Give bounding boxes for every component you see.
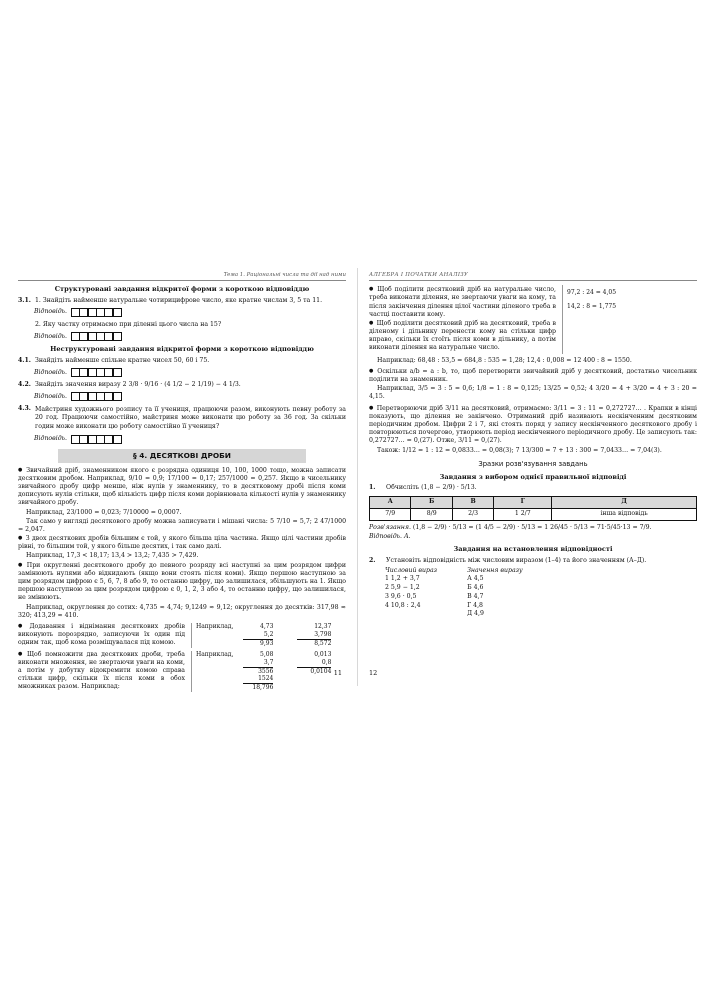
solution: [369, 524, 697, 532]
theory-example: Наприклад, 3/5 = 3 : 5 = 0,6; 1/8 = 1 : 8 = 0,125; 13/25 = 0,52; 4 3/20 = 4 + 3/20 = 4 + 3 : 20 = 4,15.: [369, 385, 697, 401]
choice-header: А: [370, 496, 411, 508]
heading-match: Завдання на встановлення відповідності: [453, 544, 613, 553]
right-running-head: АЛГЕБРА І ПОЧАТКИ АНАЛІЗУ: [369, 272, 697, 281]
operand: 3,798: [297, 631, 331, 640]
task-3-1-part2: [18, 321, 346, 329]
answer-label: Відповідь.: [34, 332, 67, 340]
task-text: 2. Яку частку отримаємо при діленні цього числа на 15?: [35, 321, 222, 329]
answer-row: [34, 332, 346, 341]
theory-paragraph: ● Перетворюючи дріб 3/11 на десятковий, отримаємо: 3/11 = 3 : 11 = 0,272727… . Крапки в кінці показують, що ділення не закінчено. Отриманий дріб називають нескінченним десятковим періодичним дробом. Цифри 2 і 7, які стоять поряд у запису нескінченного десяткового дробу і повторюються почергово, утворюють період нескінченного періодичного дробу. Це записують так: 0,272727… = 0,(27). Отже, 3/11 = 0,(27).: [369, 405, 697, 446]
division-examples: [562, 285, 697, 354]
solution-text: (1,8 − 2/9) · 5/13 = (1 4/5 − 2/9) · 5/13 = 1 26/45 · 5/13 = 71·5/45·13 = 7/9.: [412, 523, 652, 531]
heading-unstructured: Неструктуровані завдання відкритої форми з короткою відповіддю: [50, 345, 314, 354]
theory-example: Наприклад, округлення до сотих: 4,735 ≈ 4,74; 9,1249 ≈ 9,12; округлення до десятків: 317,98 ≈ 320; 413,29 ≈ 410.: [18, 603, 346, 619]
left-page: [18, 272, 346, 692]
column-title: Значення виразу: [467, 566, 523, 574]
value-item[interactable]: А 4,5: [467, 575, 484, 583]
answer-boxes[interactable]: [71, 392, 121, 401]
result: 18,796: [252, 684, 274, 692]
division-example: 14,2 : 8 = 1,775: [567, 303, 617, 311]
task-text: 1. Знайдіть найменше натуральне чотирицифрове число, яке кратне числам 3, 5 та 11.: [35, 296, 323, 304]
expression-item[interactable]: 4 10,8 : 2,4: [385, 601, 421, 609]
example-label: Наприклад,: [196, 622, 234, 630]
samples-title: Зразки розв'язування завдань: [478, 459, 588, 468]
heading-choice: Завдання з вибором однієї правильної відповіді: [439, 472, 627, 481]
answer-label: Відповідь.: [34, 308, 67, 316]
task-4-2: [18, 381, 346, 389]
theory-paragraph: ● При округленні десяткового дробу до певного розряду всі наступні за цим розрядом цифри замінюють нулями або відкидають (якщо вони стоять після коми). Якщо першою наступною за цим розрядом цифрою є 5, 6, 7, 8 або 9, то останню цифру, що залишилася, збільшують на 1. Якщо першою наступною за цим розрядом цифрою є 0, 1, 2, 3 або 4, то останню цифру, що залишилася, не змінюють.: [18, 562, 346, 603]
book-spine: [357, 268, 358, 686]
task-text: Установіть відповідність між числовим виразом (1–4) та його значенням (А–Д).: [386, 556, 647, 564]
value-item[interactable]: Г 4,8: [467, 601, 483, 609]
section-title: § 4. ДЕСЯТКОВІ ДРОБИ: [58, 449, 306, 463]
theory-paragraph: ● Додавання і віднімання десяткових дробів виконують порозрядно, записуючи їх один під одним так, щоб кома розміщувалася під комою.: [18, 623, 185, 648]
page-number: 12: [369, 669, 378, 678]
operand: 0,013: [314, 650, 332, 658]
operand: 0,8: [297, 659, 331, 668]
choice-value[interactable]: інша відповідь: [552, 508, 697, 520]
partial-product: 1524: [243, 675, 273, 684]
task-3-1: [18, 297, 346, 305]
division-text: [369, 285, 556, 354]
multiplication-block: [18, 651, 346, 693]
operand: 4,73: [260, 622, 274, 630]
partial-product: 3556: [258, 667, 274, 675]
choice-value[interactable]: 1 2/7: [494, 508, 552, 520]
task-text: Майстриня художнього розпису та її учениця, працюючи разом, виконують певну роботу за 20 год. Працюючи самостійно, майстриня може виконати цю роботу за 36 год. За скільки годин може виконати цю роботу самостійно її учениця?: [35, 406, 346, 430]
addition-block: [18, 623, 346, 648]
task-number: 3.1.: [18, 296, 31, 304]
division-block: [369, 285, 697, 354]
task-number: 1.: [369, 484, 376, 492]
choice-value[interactable]: 8/9: [411, 508, 452, 520]
answer-label: Відповідь.: [34, 435, 67, 443]
solution-label: Розв'язання.: [369, 523, 411, 531]
task-2: [369, 557, 697, 565]
operand: 12,37: [314, 622, 332, 630]
choice-value[interactable]: 7/9: [370, 508, 411, 520]
theory-paragraph: ● Щоб поділити десятковий дріб на натуральне число, треба виконати ділення, не звертаючи уваги на кому, та після закінчення ділення цілої частини діленого треба в частці поставити кому.: [369, 286, 556, 319]
task-text: Обчисліть (1,8 − 2/9) · 5/13.: [386, 484, 477, 492]
choice-header: Г: [494, 496, 552, 508]
task-1: [369, 484, 697, 492]
theory-paragraph: ● Щоб поділити десятковий дріб на десятковий, треба в діленому і дільнику перенести кому на стільки цифр вправо, скільки їх стоїть після коми в дільнику, а потім виконати ділення на натуральне число.: [369, 320, 556, 353]
values-column: [467, 567, 523, 619]
task-4-3: [18, 405, 346, 432]
answer-row: [34, 392, 346, 401]
choice-table: [369, 496, 697, 521]
choice-header: Д: [552, 496, 697, 508]
answer-row: [34, 368, 346, 377]
left-running-head: Тема 1. Раціональні числа та дії над ними: [18, 272, 346, 281]
choice-header: В: [452, 496, 493, 508]
theory-example: Наприклад: 68,48 : 53,5 = 684,8 : 535 = 1,28; 12,4 : 0,008 = 12 400 : 8 = 1550.: [377, 356, 632, 364]
choice-header: Б: [411, 496, 452, 508]
task-number: 2.: [369, 556, 376, 564]
theory-example: Наприклад, 23/1000 = 0,023; 7/10000 = 0,0007.: [26, 508, 182, 516]
task-number: 4.2.: [18, 381, 31, 389]
expression-item[interactable]: 3 9,6 · 0,5: [385, 592, 417, 600]
expression-item[interactable]: 2 5,9 − 1,2: [385, 584, 420, 592]
column-calculation: [191, 651, 346, 693]
result: 9,93: [260, 639, 274, 647]
answer-label: Відповідь.: [34, 392, 67, 400]
answer-boxes[interactable]: [71, 308, 121, 317]
theory-paragraph: ● Звичайний дріб, знаменником якого є розрядна одиниця 10, 100, 1000 тощо, можна записати десятковим дробом. Наприклад, 9/10 = 0,9; 17/100 = 0,17; 257/1000 = 0,257. Якщо в чисельнику звичайного дробу цифр менше, ніж нулів у знаменнику, то в десятковому дробі після коми дописують нулів стільки, щоб кількість цифр після коми дорівнювала кількості нулів у знаменнику звичайного дробу.: [18, 467, 346, 508]
operand: 3,7: [243, 659, 273, 668]
answer-boxes[interactable]: [71, 435, 121, 444]
task-4-1: [18, 357, 346, 365]
example-label: Наприклад,: [196, 650, 234, 658]
theory-paragraph: ● З двох десяткових дробів більшим є той, у якого більша ціла частина. Якщо цілі частини дробів рівні, то більшим той, у якого більше десятих, і так само далі.: [18, 535, 346, 551]
task-number: 4.1.: [18, 356, 31, 364]
task-text: Знайдіть найменше спільне кратне чисел 50, 60 і 75.: [35, 356, 210, 364]
value-item[interactable]: В 4,7: [467, 592, 484, 600]
heading-open-short: Структуровані завдання відкритої форми з короткою відповіддю: [54, 285, 310, 294]
answer-row: [34, 308, 346, 317]
answer-label: Відповідь.: [34, 368, 67, 376]
answer-boxes[interactable]: [71, 368, 121, 377]
choice-value[interactable]: 2/3: [452, 508, 493, 520]
answer-boxes[interactable]: [71, 332, 121, 341]
value-item[interactable]: Б 4,6: [467, 584, 484, 592]
theory-example: Наприклад, 17,3 < 18,17; 13,4 > 13,2; 7,435 > 7,429.: [26, 552, 199, 560]
expression-item[interactable]: 1 1,2 + 3,7: [385, 575, 420, 583]
result: 8,572: [314, 639, 332, 647]
right-page: [369, 272, 697, 680]
task-text: Знайдіть значення виразу 2 3/8 · 9/16 · (4 1/2 − 2 1/19) − 4 1/3.: [35, 381, 241, 389]
theory-example: Також: 1/12 = 1 : 12 = 0,0833… = 0,08(3); 7 13/300 = 7 + 13 : 300 = 7,0433… = 7,04(3).: [377, 446, 662, 454]
operand: 5,08: [260, 650, 274, 658]
result: 0,0104: [310, 667, 332, 675]
answer: Відповідь. А.: [369, 532, 411, 540]
match-columns: [385, 567, 697, 619]
answer-row: [34, 435, 346, 444]
value-item[interactable]: Д 4,9: [467, 610, 484, 618]
theory-paragraph: ● Оскільки a/b = a : b, то, щоб перетворити звичайний дріб у десятковий, достатньо чисельник поділити на знаменник.: [369, 368, 697, 384]
division-example: 97,2 : 24 = 4,05: [567, 289, 617, 297]
theory-paragraph: Так само у вигляді десяткового дробу можна записувати і мішані числа: 5 7/10 = 5,7; 2 47/1000 = 2,047.: [18, 517, 346, 533]
column-calculation: [191, 623, 346, 648]
task-number: 4.3.: [18, 405, 31, 413]
page-number: 11: [333, 669, 342, 678]
theory-paragraph: ● Щоб помножити два десяткових дроби, треба виконати множення, не звертаючи уваги на коми, а потім у добутку відокремити комою справа стільки цифр, скільки їх після коми в обох множниках разом. Наприклад:: [18, 651, 185, 693]
column-title: Числовий вираз: [385, 566, 438, 574]
expressions-column: [385, 567, 437, 619]
operand: 5,2: [243, 631, 273, 640]
